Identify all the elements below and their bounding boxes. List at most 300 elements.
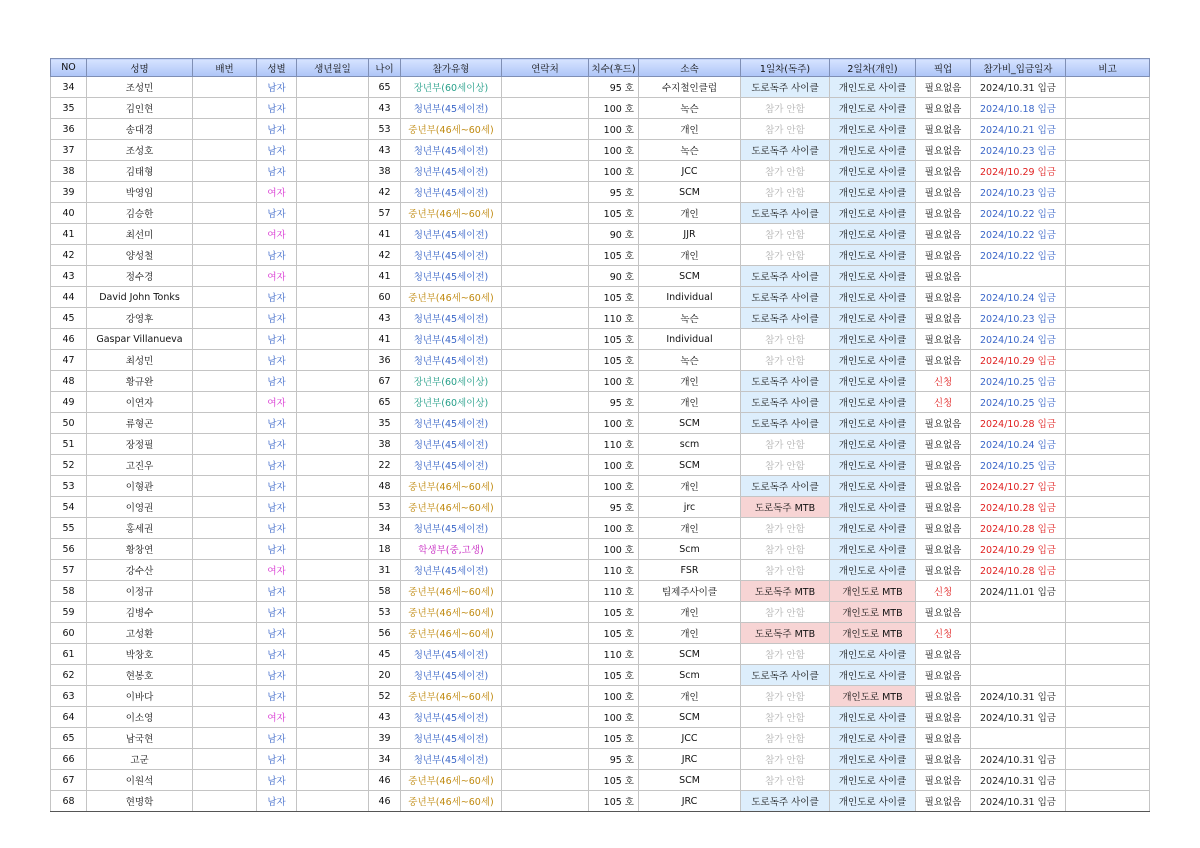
- cell-age[interactable]: 34: [369, 518, 401, 539]
- cell-club[interactable]: Scm: [639, 665, 741, 686]
- cell-pickup[interactable]: 필요없음: [916, 770, 971, 791]
- cell-pickup[interactable]: 필요없음: [916, 266, 971, 287]
- cell-day1[interactable]: 도로독주 사이클: [741, 476, 830, 497]
- cell-no[interactable]: 41: [51, 224, 87, 245]
- cell-birth[interactable]: [297, 539, 369, 560]
- cell-day1[interactable]: 도로독주 사이클: [741, 665, 830, 686]
- cell-birth[interactable]: [297, 602, 369, 623]
- cell-club[interactable]: 개인: [639, 392, 741, 413]
- cell-bib[interactable]: [193, 140, 257, 161]
- cell-type[interactable]: 청년부(45세이전): [401, 98, 502, 119]
- cell-age[interactable]: 36: [369, 350, 401, 371]
- cell-birth[interactable]: [297, 581, 369, 602]
- cell-age[interactable]: 18: [369, 539, 401, 560]
- cell-pickup[interactable]: 필요없음: [916, 182, 971, 203]
- cell-birth[interactable]: [297, 350, 369, 371]
- cell-type[interactable]: 청년부(45세이전): [401, 560, 502, 581]
- cell-bib[interactable]: [193, 728, 257, 749]
- cell-gender[interactable]: 남자: [257, 644, 297, 665]
- cell-gender[interactable]: 남자: [257, 77, 297, 98]
- cell-day1[interactable]: 도로독주 사이클: [741, 392, 830, 413]
- cell-size[interactable]: 100 호: [589, 119, 639, 140]
- cell-name[interactable]: 현명학: [87, 791, 193, 812]
- cell-pickup[interactable]: 필요없음: [916, 728, 971, 749]
- cell-age[interactable]: 41: [369, 329, 401, 350]
- cell-no[interactable]: 44: [51, 287, 87, 308]
- cell-gender[interactable]: 여자: [257, 182, 297, 203]
- cell-birth[interactable]: [297, 119, 369, 140]
- cell-bib[interactable]: [193, 434, 257, 455]
- cell-day2[interactable]: 개인도로 사이클: [830, 728, 916, 749]
- cell-pickup[interactable]: 필요없음: [916, 749, 971, 770]
- cell-day1[interactable]: 도로독주 사이클: [741, 308, 830, 329]
- cell-pickup[interactable]: 필요없음: [916, 497, 971, 518]
- cell-day1[interactable]: 참가 안함: [741, 161, 830, 182]
- cell-name[interactable]: 이형관: [87, 476, 193, 497]
- cell-no[interactable]: 55: [51, 518, 87, 539]
- cell-size[interactable]: 105 호: [589, 623, 639, 644]
- cell-phone[interactable]: [502, 623, 589, 644]
- col-type-header[interactable]: 참가유형: [401, 59, 502, 77]
- cell-payment[interactable]: 2024/10.31 입금: [971, 791, 1066, 812]
- cell-birth[interactable]: [297, 560, 369, 581]
- cell-name[interactable]: 정수경: [87, 266, 193, 287]
- cell-birth[interactable]: [297, 161, 369, 182]
- cell-age[interactable]: 34: [369, 749, 401, 770]
- cell-type[interactable]: 중년부(46세~60세): [401, 770, 502, 791]
- cell-day1[interactable]: 도로독주 사이클: [741, 77, 830, 98]
- cell-age[interactable]: 43: [369, 707, 401, 728]
- cell-gender[interactable]: 남자: [257, 413, 297, 434]
- cell-phone[interactable]: [502, 791, 589, 812]
- cell-payment[interactable]: 2024/10.28 입금: [971, 497, 1066, 518]
- cell-payment[interactable]: 2024/10.22 입금: [971, 245, 1066, 266]
- cell-day1[interactable]: 참가 안함: [741, 728, 830, 749]
- cell-age[interactable]: 38: [369, 434, 401, 455]
- cell-day1[interactable]: 도로독주 사이클: [741, 371, 830, 392]
- cell-pickup[interactable]: 필요없음: [916, 791, 971, 812]
- cell-phone[interactable]: [502, 686, 589, 707]
- cell-day1[interactable]: 도로독주 사이클: [741, 287, 830, 308]
- cell-pickup[interactable]: 필요없음: [916, 476, 971, 497]
- cell-note[interactable]: [1066, 203, 1150, 224]
- cell-day2[interactable]: 개인도로 사이클: [830, 350, 916, 371]
- cell-gender[interactable]: 남자: [257, 497, 297, 518]
- cell-note[interactable]: [1066, 623, 1150, 644]
- cell-pickup[interactable]: 필요없음: [916, 287, 971, 308]
- cell-club[interactable]: SCM: [639, 182, 741, 203]
- cell-type[interactable]: 중년부(46세~60세): [401, 119, 502, 140]
- cell-club[interactable]: 팀제주사이클: [639, 581, 741, 602]
- cell-club[interactable]: Scm: [639, 539, 741, 560]
- cell-size[interactable]: 105 호: [589, 287, 639, 308]
- cell-club[interactable]: JCC: [639, 728, 741, 749]
- cell-phone[interactable]: [502, 707, 589, 728]
- col-club-header[interactable]: 소속: [639, 59, 741, 77]
- cell-bib[interactable]: [193, 224, 257, 245]
- cell-day1[interactable]: 참가 안함: [741, 644, 830, 665]
- cell-name[interactable]: 류형곤: [87, 413, 193, 434]
- cell-pickup[interactable]: 필요없음: [916, 413, 971, 434]
- cell-size[interactable]: 100 호: [589, 161, 639, 182]
- cell-type[interactable]: 청년부(45세이전): [401, 749, 502, 770]
- cell-payment[interactable]: 2024/10.29 입금: [971, 161, 1066, 182]
- cell-note[interactable]: [1066, 665, 1150, 686]
- cell-birth[interactable]: [297, 728, 369, 749]
- cell-gender[interactable]: 남자: [257, 161, 297, 182]
- cell-club[interactable]: 개인: [639, 371, 741, 392]
- cell-type[interactable]: 청년부(45세이전): [401, 308, 502, 329]
- cell-age[interactable]: 65: [369, 77, 401, 98]
- cell-phone[interactable]: [502, 455, 589, 476]
- cell-club[interactable]: SCM: [639, 413, 741, 434]
- cell-day1[interactable]: 참가 안함: [741, 770, 830, 791]
- cell-bib[interactable]: [193, 203, 257, 224]
- cell-no[interactable]: 45: [51, 308, 87, 329]
- cell-day1[interactable]: 참가 안함: [741, 539, 830, 560]
- cell-name[interactable]: 최성민: [87, 350, 193, 371]
- cell-birth[interactable]: [297, 455, 369, 476]
- cell-day2[interactable]: 개인도로 사이클: [830, 539, 916, 560]
- cell-club[interactable]: 개인: [639, 245, 741, 266]
- cell-note[interactable]: [1066, 560, 1150, 581]
- cell-pickup[interactable]: 필요없음: [916, 140, 971, 161]
- cell-gender[interactable]: 남자: [257, 581, 297, 602]
- cell-phone[interactable]: [502, 308, 589, 329]
- cell-bib[interactable]: [193, 518, 257, 539]
- col-no-header[interactable]: NO: [51, 59, 87, 77]
- cell-bib[interactable]: [193, 707, 257, 728]
- cell-no[interactable]: 64: [51, 707, 87, 728]
- cell-gender[interactable]: 여자: [257, 224, 297, 245]
- cell-day1[interactable]: 참가 안함: [741, 224, 830, 245]
- cell-day2[interactable]: 개인도로 사이클: [830, 560, 916, 581]
- cell-size[interactable]: 100 호: [589, 455, 639, 476]
- cell-no[interactable]: 42: [51, 245, 87, 266]
- cell-phone[interactable]: [502, 77, 589, 98]
- cell-pickup[interactable]: 필요없음: [916, 539, 971, 560]
- cell-age[interactable]: 35: [369, 413, 401, 434]
- cell-club[interactable]: SCM: [639, 455, 741, 476]
- cell-day1[interactable]: 도로독주 MTB: [741, 497, 830, 518]
- cell-club[interactable]: 녹슨: [639, 308, 741, 329]
- cell-size[interactable]: 100 호: [589, 98, 639, 119]
- cell-gender[interactable]: 남자: [257, 518, 297, 539]
- cell-day2[interactable]: 개인도로 사이클: [830, 455, 916, 476]
- cell-age[interactable]: 48: [369, 476, 401, 497]
- cell-no[interactable]: 68: [51, 791, 87, 812]
- cell-name[interactable]: 조성민: [87, 77, 193, 98]
- cell-phone[interactable]: [502, 182, 589, 203]
- cell-day2[interactable]: 개인도로 사이클: [830, 497, 916, 518]
- cell-phone[interactable]: [502, 602, 589, 623]
- cell-name[interactable]: Gaspar Villanueva: [87, 329, 193, 350]
- cell-bib[interactable]: [193, 308, 257, 329]
- cell-bib[interactable]: [193, 287, 257, 308]
- cell-payment[interactable]: [971, 665, 1066, 686]
- cell-payment[interactable]: 2024/10.23 입금: [971, 140, 1066, 161]
- cell-name[interactable]: 송대경: [87, 119, 193, 140]
- cell-name[interactable]: 이정규: [87, 581, 193, 602]
- cell-note[interactable]: [1066, 497, 1150, 518]
- cell-name[interactable]: 이원석: [87, 770, 193, 791]
- cell-name[interactable]: David John Tonks: [87, 287, 193, 308]
- cell-day2[interactable]: 개인도로 사이클: [830, 224, 916, 245]
- cell-gender[interactable]: 남자: [257, 476, 297, 497]
- col-gender-header[interactable]: 성별: [257, 59, 297, 77]
- cell-birth[interactable]: [297, 308, 369, 329]
- cell-note[interactable]: [1066, 182, 1150, 203]
- cell-name[interactable]: 강영후: [87, 308, 193, 329]
- cell-day2[interactable]: 개인도로 사이클: [830, 749, 916, 770]
- cell-day2[interactable]: 개인도로 사이클: [830, 644, 916, 665]
- cell-age[interactable]: 56: [369, 623, 401, 644]
- cell-age[interactable]: 58: [369, 581, 401, 602]
- cell-payment[interactable]: [971, 623, 1066, 644]
- cell-gender[interactable]: 남자: [257, 623, 297, 644]
- cell-name[interactable]: 김병수: [87, 602, 193, 623]
- cell-age[interactable]: 43: [369, 98, 401, 119]
- cell-size[interactable]: 100 호: [589, 518, 639, 539]
- cell-no[interactable]: 46: [51, 329, 87, 350]
- cell-club[interactable]: 개인: [639, 602, 741, 623]
- cell-size[interactable]: 95 호: [589, 497, 639, 518]
- cell-note[interactable]: [1066, 371, 1150, 392]
- cell-name[interactable]: 황규완: [87, 371, 193, 392]
- cell-day2[interactable]: 개인도로 사이클: [830, 119, 916, 140]
- cell-size[interactable]: 105 호: [589, 602, 639, 623]
- cell-no[interactable]: 54: [51, 497, 87, 518]
- cell-day2[interactable]: 개인도로 사이클: [830, 392, 916, 413]
- cell-phone[interactable]: [502, 98, 589, 119]
- cell-day2[interactable]: 개인도로 사이클: [830, 287, 916, 308]
- cell-note[interactable]: [1066, 140, 1150, 161]
- cell-day2[interactable]: 개인도로 사이클: [830, 182, 916, 203]
- cell-size[interactable]: 105 호: [589, 791, 639, 812]
- cell-pickup[interactable]: 필요없음: [916, 686, 971, 707]
- cell-type[interactable]: 청년부(45세이전): [401, 350, 502, 371]
- cell-note[interactable]: [1066, 77, 1150, 98]
- cell-note[interactable]: [1066, 476, 1150, 497]
- cell-payment[interactable]: 2024/10.18 입금: [971, 98, 1066, 119]
- cell-payment[interactable]: 2024/10.24 입금: [971, 434, 1066, 455]
- cell-birth[interactable]: [297, 707, 369, 728]
- cell-gender[interactable]: 남자: [257, 728, 297, 749]
- cell-payment[interactable]: 2024/10.31 입금: [971, 686, 1066, 707]
- cell-name[interactable]: 고군: [87, 749, 193, 770]
- cell-name[interactable]: 고진우: [87, 455, 193, 476]
- cell-note[interactable]: [1066, 413, 1150, 434]
- cell-size[interactable]: 105 호: [589, 728, 639, 749]
- cell-phone[interactable]: [502, 350, 589, 371]
- cell-pickup[interactable]: 필요없음: [916, 707, 971, 728]
- cell-age[interactable]: 60: [369, 287, 401, 308]
- cell-size[interactable]: 100 호: [589, 476, 639, 497]
- cell-birth[interactable]: [297, 140, 369, 161]
- cell-no[interactable]: 66: [51, 749, 87, 770]
- cell-phone[interactable]: [502, 245, 589, 266]
- cell-no[interactable]: 51: [51, 434, 87, 455]
- col-phone-header[interactable]: 연락처: [502, 59, 589, 77]
- cell-birth[interactable]: [297, 77, 369, 98]
- cell-phone[interactable]: [502, 224, 589, 245]
- cell-no[interactable]: 52: [51, 455, 87, 476]
- cell-day2[interactable]: 개인도로 사이클: [830, 77, 916, 98]
- cell-bib[interactable]: [193, 266, 257, 287]
- cell-payment[interactable]: [971, 602, 1066, 623]
- cell-pickup[interactable]: 신청: [916, 392, 971, 413]
- cell-club[interactable]: 개인: [639, 518, 741, 539]
- cell-gender[interactable]: 남자: [257, 119, 297, 140]
- cell-club[interactable]: Individual: [639, 287, 741, 308]
- cell-name[interactable]: 김태형: [87, 161, 193, 182]
- cell-note[interactable]: [1066, 581, 1150, 602]
- cell-day2[interactable]: 개인도로 사이클: [830, 791, 916, 812]
- cell-note[interactable]: [1066, 392, 1150, 413]
- cell-type[interactable]: 청년부(45세이전): [401, 266, 502, 287]
- cell-birth[interactable]: [297, 287, 369, 308]
- cell-pickup[interactable]: 신청: [916, 371, 971, 392]
- cell-no[interactable]: 49: [51, 392, 87, 413]
- cell-pickup[interactable]: 필요없음: [916, 665, 971, 686]
- cell-bib[interactable]: [193, 602, 257, 623]
- cell-name[interactable]: 홍세권: [87, 518, 193, 539]
- cell-club[interactable]: SCM: [639, 770, 741, 791]
- cell-day1[interactable]: 참가 안함: [741, 329, 830, 350]
- cell-size[interactable]: 90 호: [589, 266, 639, 287]
- cell-club[interactable]: scm: [639, 434, 741, 455]
- cell-size[interactable]: 95 호: [589, 182, 639, 203]
- cell-phone[interactable]: [502, 161, 589, 182]
- cell-bib[interactable]: [193, 413, 257, 434]
- cell-pickup[interactable]: 필요없음: [916, 434, 971, 455]
- cell-name[interactable]: 김승한: [87, 203, 193, 224]
- cell-club[interactable]: 수지철인클럽: [639, 77, 741, 98]
- cell-bib[interactable]: [193, 665, 257, 686]
- cell-bib[interactable]: [193, 392, 257, 413]
- cell-phone[interactable]: [502, 539, 589, 560]
- cell-size[interactable]: 110 호: [589, 434, 639, 455]
- cell-no[interactable]: 58: [51, 581, 87, 602]
- cell-club[interactable]: SCM: [639, 644, 741, 665]
- cell-day2[interactable]: 개인도로 MTB: [830, 581, 916, 602]
- cell-age[interactable]: 67: [369, 371, 401, 392]
- cell-age[interactable]: 65: [369, 392, 401, 413]
- cell-day1[interactable]: 도로독주 사이클: [741, 791, 830, 812]
- cell-bib[interactable]: [193, 770, 257, 791]
- cell-type[interactable]: 청년부(45세이전): [401, 455, 502, 476]
- cell-club[interactable]: 개인: [639, 119, 741, 140]
- cell-birth[interactable]: [297, 182, 369, 203]
- cell-gender[interactable]: 남자: [257, 665, 297, 686]
- cell-payment[interactable]: 2024/10.27 입금: [971, 476, 1066, 497]
- cell-phone[interactable]: [502, 560, 589, 581]
- cell-birth[interactable]: [297, 770, 369, 791]
- cell-day2[interactable]: 개인도로 사이클: [830, 707, 916, 728]
- cell-bib[interactable]: [193, 686, 257, 707]
- cell-name[interactable]: 최선미: [87, 224, 193, 245]
- cell-bib[interactable]: [193, 119, 257, 140]
- cell-day1[interactable]: 참가 안함: [741, 707, 830, 728]
- cell-payment[interactable]: 2024/10.29 입금: [971, 350, 1066, 371]
- cell-size[interactable]: 110 호: [589, 644, 639, 665]
- cell-club[interactable]: 개인: [639, 623, 741, 644]
- cell-phone[interactable]: [502, 476, 589, 497]
- cell-note[interactable]: [1066, 707, 1150, 728]
- cell-gender[interactable]: 여자: [257, 266, 297, 287]
- cell-name[interactable]: 이영권: [87, 497, 193, 518]
- cell-note[interactable]: [1066, 644, 1150, 665]
- cell-no[interactable]: 57: [51, 560, 87, 581]
- cell-no[interactable]: 50: [51, 413, 87, 434]
- cell-birth[interactable]: [297, 749, 369, 770]
- cell-no[interactable]: 63: [51, 686, 87, 707]
- cell-payment[interactable]: 2024/10.28 입금: [971, 560, 1066, 581]
- cell-day1[interactable]: 참가 안함: [741, 455, 830, 476]
- cell-gender[interactable]: 남자: [257, 308, 297, 329]
- cell-club[interactable]: SCM: [639, 707, 741, 728]
- cell-pickup[interactable]: 신청: [916, 581, 971, 602]
- cell-note[interactable]: [1066, 602, 1150, 623]
- cell-type[interactable]: 장년부(60세이상): [401, 371, 502, 392]
- cell-note[interactable]: [1066, 791, 1150, 812]
- cell-no[interactable]: 53: [51, 476, 87, 497]
- cell-day1[interactable]: 참가 안함: [741, 350, 830, 371]
- cell-day1[interactable]: 참가 안함: [741, 434, 830, 455]
- cell-day1[interactable]: 도로독주 MTB: [741, 581, 830, 602]
- cell-phone[interactable]: [502, 434, 589, 455]
- cell-payment[interactable]: 2024/10.28 입금: [971, 518, 1066, 539]
- cell-gender[interactable]: 남자: [257, 455, 297, 476]
- cell-pickup[interactable]: 필요없음: [916, 98, 971, 119]
- cell-day1[interactable]: 참가 안함: [741, 602, 830, 623]
- cell-birth[interactable]: [297, 623, 369, 644]
- cell-bib[interactable]: [193, 476, 257, 497]
- cell-size[interactable]: 90 호: [589, 224, 639, 245]
- cell-bib[interactable]: [193, 455, 257, 476]
- cell-gender[interactable]: 남자: [257, 329, 297, 350]
- cell-type[interactable]: 중년부(46세~60세): [401, 287, 502, 308]
- cell-day1[interactable]: 도로독주 사이클: [741, 266, 830, 287]
- cell-phone[interactable]: [502, 329, 589, 350]
- cell-age[interactable]: 43: [369, 140, 401, 161]
- cell-bib[interactable]: [193, 329, 257, 350]
- cell-club[interactable]: 녹슨: [639, 140, 741, 161]
- cell-type[interactable]: 청년부(45세이전): [401, 140, 502, 161]
- cell-note[interactable]: [1066, 686, 1150, 707]
- cell-day2[interactable]: 개인도로 사이클: [830, 308, 916, 329]
- cell-no[interactable]: 39: [51, 182, 87, 203]
- cell-payment[interactable]: [971, 644, 1066, 665]
- cell-day2[interactable]: 개인도로 사이클: [830, 245, 916, 266]
- cell-no[interactable]: 36: [51, 119, 87, 140]
- cell-name[interactable]: 현봉호: [87, 665, 193, 686]
- col-payment-header[interactable]: 참가비_입금일자: [971, 59, 1066, 77]
- cell-type[interactable]: 청년부(45세이전): [401, 413, 502, 434]
- cell-no[interactable]: 34: [51, 77, 87, 98]
- cell-club[interactable]: 녹슨: [639, 98, 741, 119]
- cell-age[interactable]: 42: [369, 182, 401, 203]
- cell-club[interactable]: 녹슨: [639, 350, 741, 371]
- cell-bib[interactable]: [193, 98, 257, 119]
- cell-phone[interactable]: [502, 392, 589, 413]
- cell-birth[interactable]: [297, 98, 369, 119]
- cell-name[interactable]: 양성철: [87, 245, 193, 266]
- cell-note[interactable]: [1066, 224, 1150, 245]
- cell-name[interactable]: 박영임: [87, 182, 193, 203]
- cell-no[interactable]: 38: [51, 161, 87, 182]
- cell-age[interactable]: 52: [369, 686, 401, 707]
